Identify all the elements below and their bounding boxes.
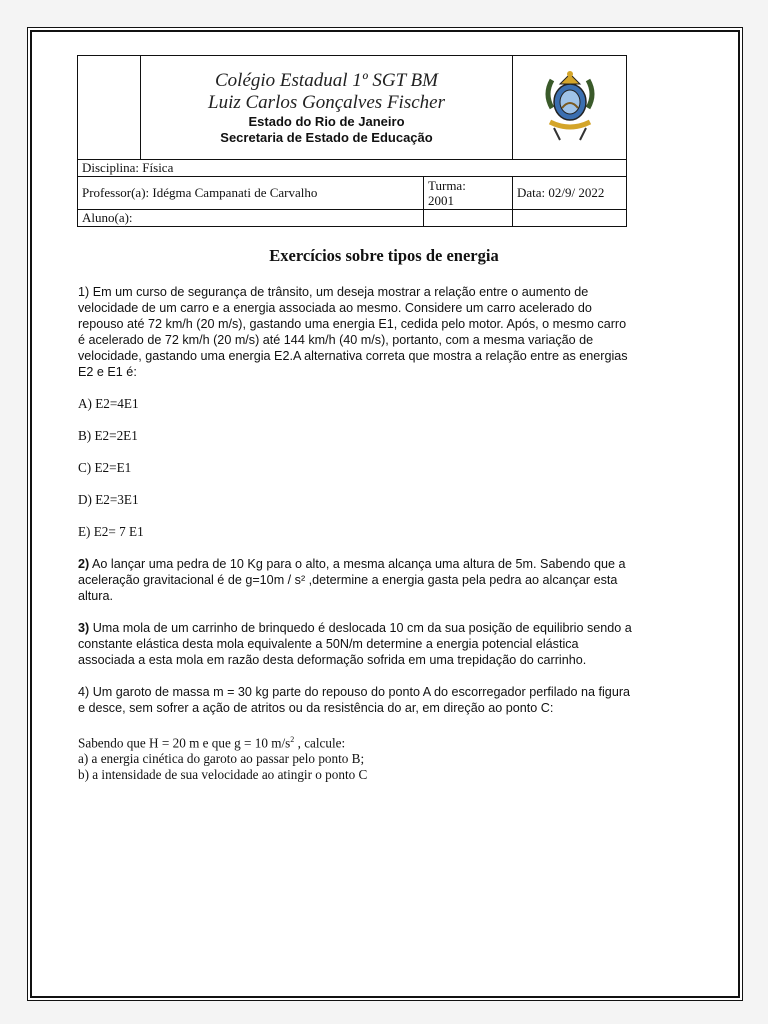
school-cell [141,56,513,160]
turma-label: Turma: [428,178,466,193]
aluno-blank-2 [513,210,627,227]
question-1-option-a: A) E2=4E1 [78,396,139,411]
question-3 [78,620,633,668]
question-4-part-a: a) a energia cinética do garoto ao passar pelo ponto B; [78,751,365,767]
question-1-option-e: E) E2= 7 E1 [78,524,144,539]
state-name: Estado do Rio de Janeiro [248,113,405,129]
question-4-given [78,732,633,751]
question-4-part-b: b) a intensidade de sua velocidade ao atingir o ponto C [78,767,368,783]
aluno-blank-1 [424,210,513,227]
school-name-line1: Colégio Estadual 1º SGT BM [215,69,438,91]
questions [78,284,633,783]
question-2-number: 2) [78,557,90,571]
secretaria-name: Secretaria de Estado de Educação [220,129,433,145]
turma-value: 2001 [428,193,454,208]
school-name-line2: Luiz Carlos Gonçalves Fischer [208,91,445,113]
question-4-given-text: Sabendo que H = 20 m e que g = 10 m/s [78,735,291,751]
question-3-text: Uma mola de um carrinho de brinquedo é deslocada 10 cm da sua posição de equilibrio sendo a constante elástica desta mola equivalente a 50N/m determine a energia potencial elástica associada a esta mola em razão desta deformação sofrida em uma trepidação do carrinho. [78,621,632,667]
question-1-option-d: D) E2=3E1 [78,492,139,507]
professor-field: Professor(a): Idégma Campanati de Carvalho [78,177,424,210]
header-blank-cell [78,56,141,160]
state-coat-of-arms-icon [540,68,600,144]
turma-field [424,177,513,210]
aluno-field: Aluno(a): [78,210,424,227]
question-4-text: 4) Um garoto de massa m = 30 kg parte do repouso do ponto A do escorregador perfilado na figura e desce, sem sofrer a ação de atritos ou da resistência do ar, em direção ao ponto C: [78,685,631,715]
question-4-given-end: , calcule: [294,735,346,751]
question-4-given-exponent: 2 [290,735,295,744]
question-1-text: 1) Em um curso de segurança de trânsito, um deseja mostrar a relação entre o aumento de velocidade de um carro e a energia associada ao mesmo. Considere um carro acelerado do repouso até 72 km/h (20 m/s), gastando uma energia E1, cedida pelo motor. Após, o mesmo carro é acelerado de 72 km/h (20 m/s) até 144 km/h (40 m/s), portanto, com a mesma variação de velocidade, gastando uma energia E2.A alternativa correta que mostra a relação entre as energias E2 e E1 é: [78,285,628,379]
discipline-field: Disciplina: Física [78,160,627,177]
question-1-option-b: B) E2=2E1 [78,428,138,443]
header-table [77,55,627,227]
logo-cell [513,56,627,160]
question-1-option-c: C) E2=E1 [78,460,132,475]
worksheet-title: Exercícios sobre tipos de energia [269,246,499,265]
date-field: Data: 02/9/ 2022 [513,177,627,210]
question-2-text: Ao lançar uma pedra de 10 Kg para o alto, a mesma alcança uma altura de 5m. Sabendo que a aceleração gravitacional é de g=10m / s² ,determine a energia gasta pela pedra ao alcançar esta altura. [78,557,626,603]
question-2 [78,556,633,604]
question-3-number: 3) [78,621,90,635]
